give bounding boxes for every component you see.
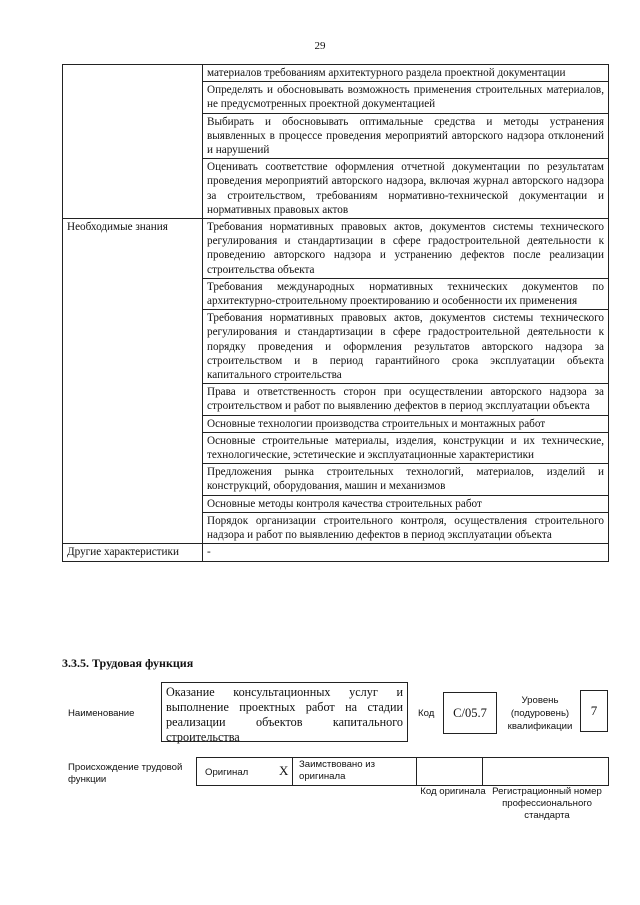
skill-item: Оценивать соответствие оформления отчетной документации по результатам проведения мероприятий авторского надзора, включая журнал авторского надзора за строительством, требованиям нормативно-технической документации и нормативных правовых актов (203, 159, 609, 219)
level-label: Уровень (подуровень) квалификации (507, 695, 573, 732)
knowledge-item: Порядок организации строительного контроля, осуществления строительного надзора и работ по выявлению дефектов в период эксплуатации объекта (203, 512, 609, 543)
table-row (63, 544, 609, 561)
origin-original-cell (197, 758, 293, 785)
function-code-value: С/05.7 (443, 692, 497, 734)
row-label-other: Другие характеристики (63, 544, 203, 561)
section-title: 3.3.5. Трудовая функция (62, 656, 194, 670)
name-label: Наименование (68, 708, 135, 719)
origin-borrowed-cell (293, 758, 417, 785)
code-label: Код (418, 708, 435, 719)
skill-item: Выбирать и обосновывать оптимальные средства и методы устранения выявленных в процессе проведения мероприятий авторского надзора отклонений и нарушений (203, 113, 609, 159)
knowledge-item: Права и ответственность сторон при осуществлении авторского надзора за строительством и работ по выявлению дефектов в период эксплуатации объекта (203, 384, 609, 415)
knowledge-item: Основные строительные материалы, изделия, конструкции и их технические, технологические, эстетические и эксплуатационные характеристики (203, 432, 609, 463)
knowledge-item: Основные технологии производства строительных и монтажных работ (203, 415, 609, 432)
knowledge-item: Требования нормативных правовых актов, документов системы технического регулирования и стандартизации в сфере градостроительной деятельности к порядку проведения и оформления результатов авторского надзора за строительством и в период гарантийного срока эксплуатации объекта капитального строительства (203, 310, 609, 384)
original-mark: X (279, 763, 289, 778)
knowledge-item: Требования нормативных правовых актов, документов системы технического регулирования и стандартизации в сфере градостроительной деятельности к проведению авторского надзора и устранению дефектов после реализации строительства объекта (203, 219, 609, 279)
origin-table (196, 757, 609, 786)
borrowed-label: Заимствовано из оригинала (299, 759, 375, 782)
row-label-empty (63, 65, 203, 219)
page-number: 29 (314, 40, 326, 52)
row-label-knowledge: Необходимые знания (63, 219, 203, 544)
original-label: Оригинал (205, 767, 249, 778)
skill-item: Определять и обосновывать возможность применения строительных материалов, не предусмотренных проектной документацией (203, 82, 609, 113)
origin-label: Происхождение трудовой функции (68, 762, 183, 785)
code-original-label: Код оригинала (420, 786, 486, 797)
table-row (63, 65, 609, 82)
origin-code-cell (417, 758, 483, 785)
function-name-value: Оказание консультационных услуг и выполнение проектных работ на стадии реализации объектов капитального строительства (161, 682, 408, 742)
level-value: 7 (580, 690, 608, 732)
table-row (63, 219, 609, 279)
other-item: - (203, 544, 609, 561)
origin-reg-cell (483, 758, 610, 785)
knowledge-item: Основные методы контроля качества строительных работ (203, 495, 609, 512)
knowledge-table (62, 64, 609, 562)
skill-item: материалов требованиям архитектурного раздела проектной документации (203, 65, 609, 82)
reg-number-label: Регистрационный номер профессионального стандарта (492, 786, 602, 821)
knowledge-item: Предложения рынка строительных технологий, материалов, изделий и конструкций, оборудования, машин и механизмов (203, 464, 609, 495)
knowledge-item: Требования международных нормативных технических документов по архитектурно-строительному проектированию и особенности их применения (203, 278, 609, 309)
